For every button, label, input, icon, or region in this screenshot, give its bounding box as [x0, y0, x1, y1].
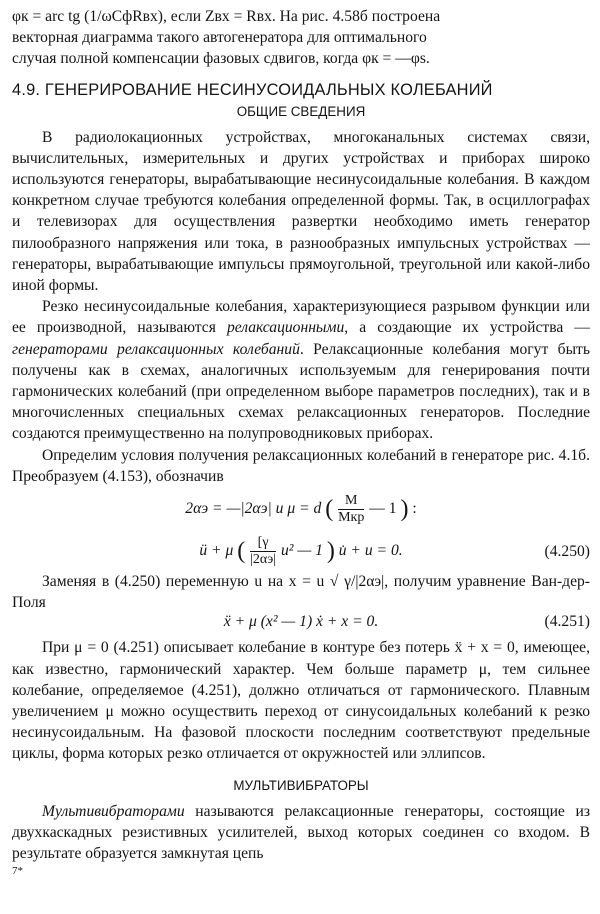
intro-line-1: φк = arc tg (1/ωCфRвх), если Zвх = Rвх. На рис. 4.58б построена: [12, 8, 441, 25]
eq-4250-paren-open: (: [237, 538, 246, 565]
eq-def-paren-close: ): [400, 496, 409, 523]
eq-4250-end: u̇ + u = 0.: [338, 542, 403, 560]
section-title: ГЕНЕРИРОВАНИЕ НЕСИНУСОИДАЛЬНЫХ КОЛЕБАНИЙ: [44, 80, 493, 99]
paragraph-1: В радиолокационных устройствах, многоканальных системах связи, вычислительных, измерительных и других устройствах и приборах широко используются генераторы, вырабатывающие несинусоидальные колебания. В каждом конкретном случае требуются колебания определенной формы. Так, в осциллографах и телевизорах для осуществления развертки необходимо иметь генератор пилообразного напряжения или тока, в разнообразных импульсных устройствах — генераторы, вырабатывающие импульсы прямоугольной, треугольной или какой-либо иной формы.: [12, 128, 590, 295]
paragraph-6-text: называются релаксационные генераторы, состоящие из двухкаскадных резистивных усилителей, выход которых соединен со входом. В результате образуется замкнутая цепь: [12, 802, 590, 863]
eq-def-fraction: [338, 493, 364, 526]
footer-mark: 7*: [12, 865, 23, 878]
eq-def-tail: — 1: [369, 500, 397, 518]
eq-def-frac-bottom: Mкр: [338, 510, 365, 526]
eq-4251-body: ẍ + μ (x² — 1) ẋ + x = 0.: [223, 613, 379, 631]
eq-def-paren-open: (: [325, 496, 334, 523]
eq-4250-frac-bottom: |2αэ|: [250, 552, 277, 568]
paragraph-2-part-2: , а создающие их устройства —: [344, 319, 590, 337]
intro-line-3: случая полной компенсации фазовых сдвигов, когда φк = —φs.: [12, 50, 430, 68]
eq-4250-start: ü + μ: [199, 542, 234, 560]
paragraph-2: [12, 296, 590, 444]
eq-4250-paren-close: ): [326, 538, 335, 565]
paragraph-3: Определим условия получения релаксационных колебаний в генераторе рис. 4.1б. Преобразуем (4.153), обозначив: [12, 446, 590, 485]
paragraph-5: При μ = 0 (4.251) описывает колебание в контуре без потерь ẍ + x = 0, имеющее, как известно, гармонический характер. Чем больше параметр μ, тем сильнее колебание, определяемое (4.251), должно отличаться от гармонического. Плавным увеличением μ можно осуществить переход от синусоидальных колебаний к резко несинусоидальным. На фазовой плоскости последним соответствуют предельные циклы, форма которых резко отличается от окружностей или эллипсов.: [12, 639, 590, 763]
subsection-multivibrators: МУЛЬТИВИБРАТОРЫ: [233, 777, 369, 793]
equation-4251: [12, 613, 590, 637]
eq-def-frac-top: M: [338, 493, 364, 510]
subsection-general: ОБЩИЕ СВЕДЕНИЯ: [236, 103, 366, 119]
term-relaxation: релаксационными: [226, 319, 345, 337]
eq-4251-number: (4.251): [544, 613, 590, 631]
eq-4250-fraction: [250, 535, 276, 568]
paragraph-4: Заменяя в (4.250) переменную u на x = u √ γ/|2αэ|, получим уравнение Ван-дер-Поля: [12, 573, 590, 612]
eq-4250-mid: u² — 1: [280, 542, 323, 560]
intro-line-2: векторная диаграмма такого автогенератора для оптимального: [12, 29, 427, 47]
paragraph-2-part-3: . Релаксационные колебания могут быть получены как в схемах, аналогичных используемым для генерирования почти гармонических колебаний (при определенном выборе параметров последних), так и в многочисленных специальных схемах релаксационных генераторов. Последние создаются преимущественно на полупроводниковых приборах.: [12, 340, 590, 443]
equation-4250: [12, 531, 590, 571]
equation-definition: [12, 487, 590, 531]
term-relaxation-generators: генераторами релаксационных колебаний: [12, 340, 300, 358]
paragraph-2-part-1: Резко несинусоидальные колебания, характеризующиеся разрывом функции или ее производной, называются: [12, 298, 590, 337]
eq-4250-frac-top: [γ: [250, 535, 276, 552]
paragraph-6: [12, 801, 590, 865]
eq-def-end: :: [412, 500, 417, 518]
page: [12, 6, 590, 877]
section-number: 4.9.: [12, 80, 41, 99]
section-heading: [12, 79, 590, 101]
eq-def-left: 2αэ = —|2αэ| и μ = d: [185, 500, 322, 518]
term-multivibrators: Мультивибраторами: [42, 802, 185, 820]
eq-4250-number: (4.250): [544, 543, 590, 561]
